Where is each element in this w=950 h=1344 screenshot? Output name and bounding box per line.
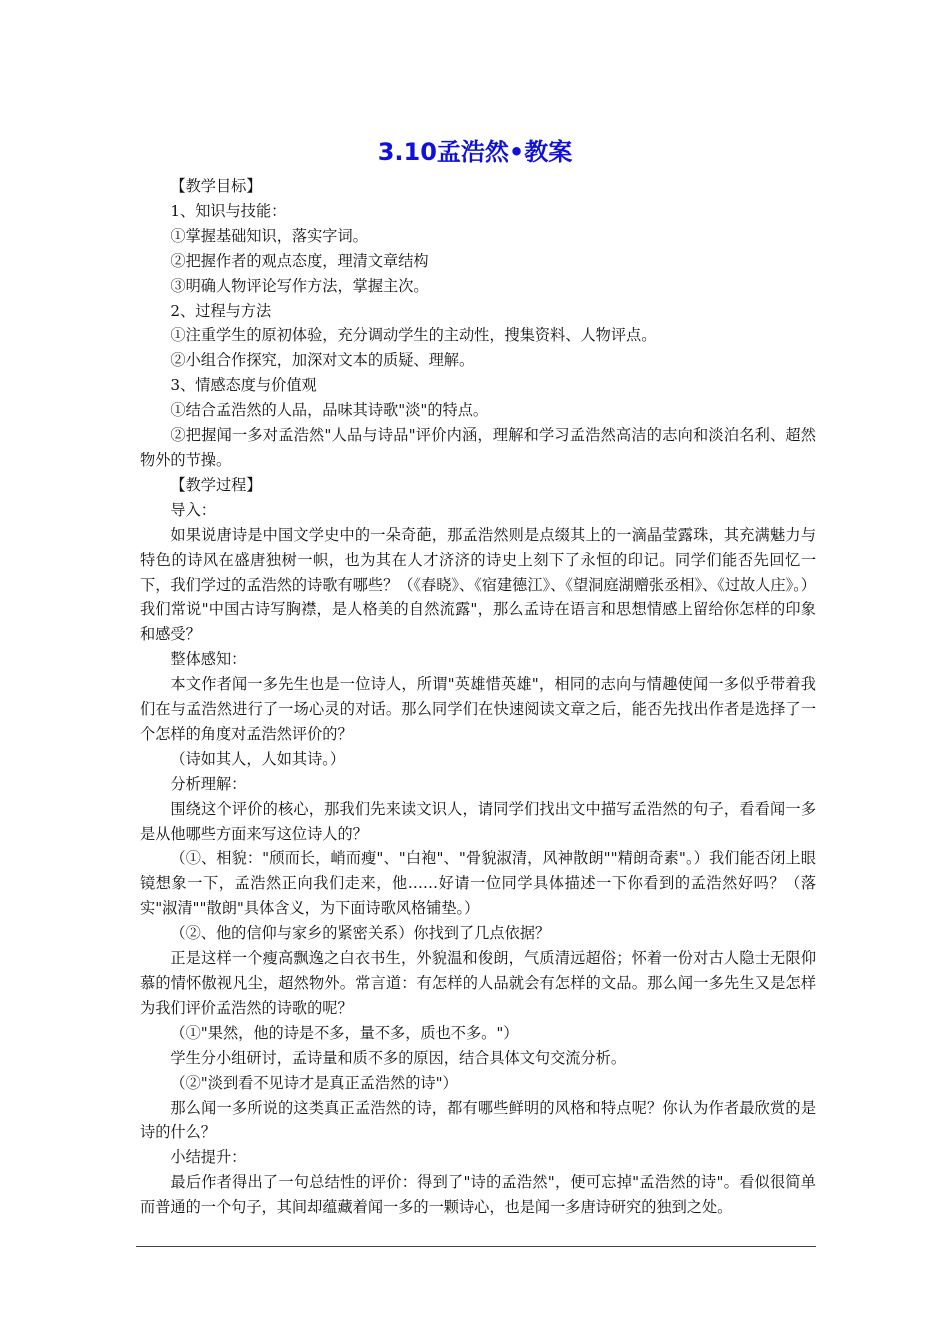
subheading-overall: 整体感知： bbox=[170, 650, 247, 669]
body-paragraph: 围绕这个评价的核心，那我们先来读文识人，请同学们找出文中描写孟浩然的句子，看看闻一多是从他哪些方面来写这位诗人的？ bbox=[140, 799, 816, 843]
subheading-summary: 小结提升： bbox=[170, 1148, 247, 1167]
body-paragraph: 最后作者得出了一句总结性的评价：得到了"诗的孟浩然"，便可忘掉"孟浩然的诗"。看似很简单而普通的一个句子，其间却蕴藏着闻一多的一颗诗心，也是闻一多唐诗研究的独到之处。 bbox=[140, 1173, 816, 1217]
goal-item: ②小组合作探究，加深对文本的质疑、理解。 bbox=[170, 351, 475, 370]
body-paragraph: 那么闻一多所说的这类真正孟浩然的诗，都有哪些鲜明的风格和特点呢？你认为作者最欣赏的是诗的什么？ bbox=[140, 1098, 816, 1142]
body-paragraph: 学生分小组研讨，孟诗量和质不多的原因，结合具体文句交流分析。 bbox=[170, 1048, 627, 1067]
goal-item: ①注重学生的原初体验，充分调动学生的主动性，搜集资料、人物评点。 bbox=[170, 326, 657, 345]
goal-item: ②把握作者的观点态度，理清文章结构 bbox=[170, 251, 429, 270]
subheading-analysis: 分析理解： bbox=[170, 774, 247, 793]
goal-item: ①掌握基础知识，落实字词。 bbox=[170, 226, 368, 245]
goal-heading-knowledge: 1、知识与技能： bbox=[170, 201, 287, 220]
goal-heading-values: 3、情感态度与价值观 bbox=[170, 376, 317, 395]
body-paragraph: 正是这样一个瘦高飘逸之白衣书生，外貌温和俊朗，气质清远超俗；怀着一份对古人隐士无限仰慕的情怀傲视凡尘，超然物外。常言道：有怎样的人品就会有怎样的文品。那么闻一多先生又是怎样为我们评价孟浩然的诗歌的呢？ bbox=[140, 949, 816, 1017]
goal-item: ③明确人物评论写作方法，掌握主次。 bbox=[170, 276, 429, 295]
subheading-intro: 导入： bbox=[170, 500, 216, 519]
document-body bbox=[140, 174, 816, 1220]
body-paragraph: （诗如其人，人如其诗。） bbox=[170, 749, 346, 768]
goal-item: ①结合孟浩然的人品，品味其诗歌"淡"的特点。 bbox=[170, 401, 489, 420]
goal-heading-process: 2、过程与方法 bbox=[170, 301, 272, 320]
body-paragraph: 本文作者闻一多先生也是一位诗人，所谓"英雄惜英雄"，相同的志向与情趣使闻一多似乎带着我们在与孟浩然进行了一场心灵的对话。那么同学们在快速阅读文章之后，能否先找出作者是选择了一个怎样的角度对孟浩然评价的？ bbox=[140, 675, 816, 743]
goal-item: ②把握闻一多对孟浩然"人品与诗品"评价内涵，理解和学习孟浩然高洁的志向和淡泊名利、超然物外的节操。 bbox=[140, 426, 816, 469]
body-paragraph: 如果说唐诗是中国文学史中的一朵奇葩，那孟浩然则是点缀其上的一滴晶莹露珠，其充满魅力与特色的诗风在盛唐独树一帜，也为其在人才济济的诗史上刻下了永恒的印记。同学们能否先回忆一下，我们学过的孟浩然的诗歌有哪些？（《春晓》、《宿建德江》、《望洞庭湖赠张丞相》、《过故人庄》。）我们常说"中国古诗写胸襟，是人格美的自然流露"，那么孟诗在语言和思想情感上留给你怎样的印象和感受？ bbox=[140, 525, 816, 644]
section-heading-goals: 【教学目标】 bbox=[170, 177, 262, 195]
section-heading-process: 【教学过程】 bbox=[170, 475, 262, 494]
body-paragraph: （②、他的信仰与家乡的紧密关系）你找到了几点依据？ bbox=[170, 924, 551, 943]
footer-divider bbox=[136, 1246, 816, 1247]
body-paragraph: （①"果然，他的诗是不多，量不多，质也不多。"） bbox=[170, 1023, 519, 1042]
body-paragraph: （①、相貌："颀而长，峭而瘦"、"白袍"、"骨貌淑清，风神散朗""精朗奇素"。）我们能否闭上眼镜想象一下，孟浩然正向我们走来，他……好请一位同学具体描述一下你看到的孟浩然好吗？（落实"淑清""散朗"具体含义，为下面诗歌风格铺垫。） bbox=[140, 849, 816, 918]
body-paragraph: （②"淡到看不见诗才是真正孟浩然的诗"） bbox=[170, 1073, 458, 1092]
document-title: 3.10孟浩然•教案 bbox=[377, 138, 573, 166]
